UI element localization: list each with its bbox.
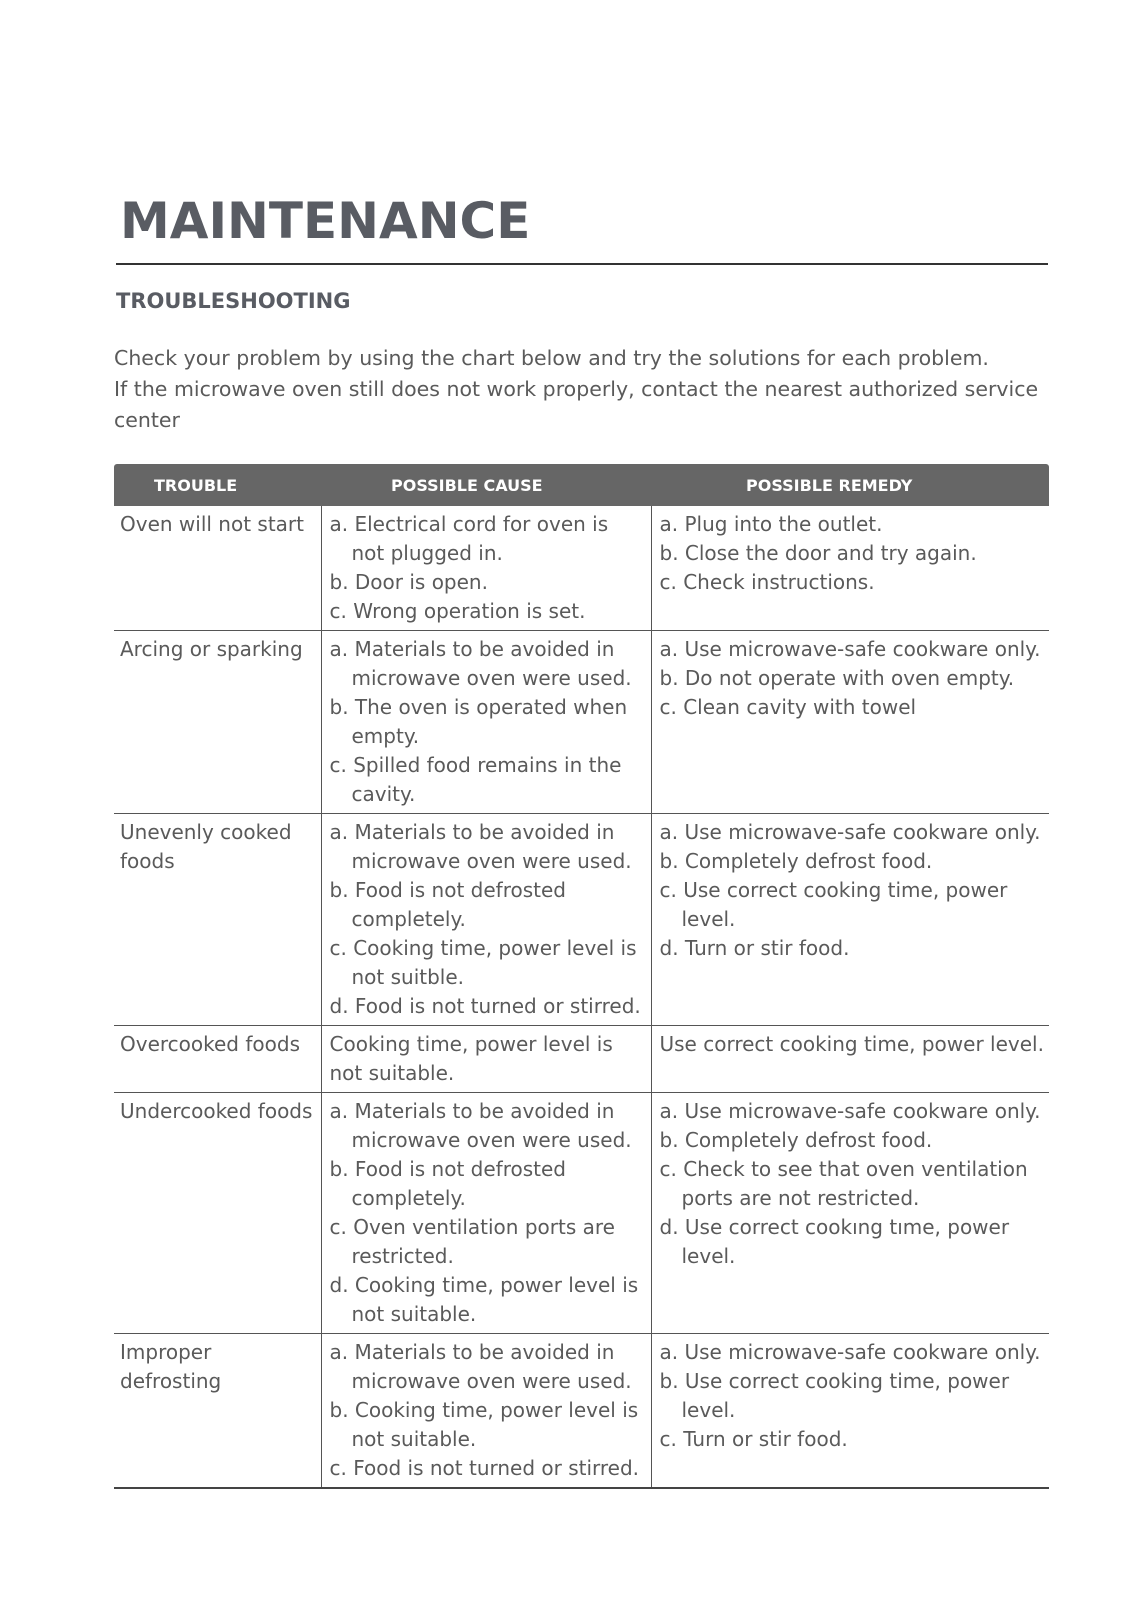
cause-item: a. Materials to be avoided in microwave oven were used. (329, 1099, 632, 1152)
troubleshooting-table (114, 464, 1049, 1489)
remedy-item: c. Check to see that oven ventilation ports are not restricted. (659, 1157, 1028, 1210)
cause-cell (321, 1026, 651, 1093)
cause-cell (321, 1093, 651, 1334)
remedy-item: d. Turn or stir food. (659, 936, 850, 960)
remedy-item: b. Completely defrost food. (659, 849, 933, 873)
cause-item: c. Spilled food remains in the cavity. (329, 753, 622, 806)
remedy-item: c. Use correct cooking time, power level. (659, 878, 1008, 931)
title-divider (116, 263, 1048, 265)
cause-item: c. Cooking time, power level is not suitble. (329, 936, 637, 989)
remedy-item: b. Close the door and try again. (659, 541, 977, 565)
trouble-cell: Oven will not start (114, 506, 321, 631)
intro-line: Check your problem by using the chart below and try the solutions for each problem. (114, 346, 989, 370)
cause-item: b. Cooking time, power level is not suitable. (329, 1398, 639, 1451)
remedy-item: d. Use correct cookıng tıme, power level. (659, 1215, 1010, 1268)
header-possible-cause: POSSIBLE CAUSE (321, 464, 651, 506)
remedy-item: b. Do not operate with oven empty. (659, 666, 1015, 690)
intro-text (114, 343, 1044, 436)
remedy-item: c. Turn or stir food. (659, 1427, 848, 1451)
table-row (114, 506, 1049, 631)
remedy-cell (651, 1026, 1049, 1093)
cause-item: a. Electrical cord for oven is not plugged in. (329, 512, 609, 565)
cause-cell (321, 631, 651, 814)
trouble-cell: Undercooked foods (114, 1093, 321, 1334)
table-row (114, 1026, 1049, 1093)
remedy-cell (651, 1093, 1049, 1334)
table-row (114, 1334, 1049, 1489)
cause-item: b. Door is open. (329, 570, 488, 594)
trouble-cell: Improper defrosting (114, 1334, 321, 1489)
page-title: MAINTENANCE (120, 192, 531, 250)
cause-cell (321, 814, 651, 1026)
remedy-item: c. Check instructions. (659, 570, 875, 594)
table-header-row (114, 464, 1049, 506)
table-row (114, 814, 1049, 1026)
remedy-item: a. Use microwave-safe cookware only. (659, 820, 1041, 844)
remedy-cell (651, 631, 1049, 814)
table-row (114, 631, 1049, 814)
cause-item: a. Materials to be avoided in microwave oven were used. (329, 637, 632, 690)
cause-item: a. Materials to be avoided in microwave oven were used. (329, 820, 632, 873)
cause-item: b. Food is not defrosted completely. (329, 878, 566, 931)
cause-item: c. Wrong operation is set. (329, 599, 586, 623)
cause-cell (321, 506, 651, 631)
table-body (114, 506, 1049, 1488)
cause-item: b. The oven is operated when empty. (329, 695, 628, 748)
header-trouble: TROUBLE (114, 464, 321, 506)
trouble-cell: Unevenly cooked foods (114, 814, 321, 1026)
remedy-item: c. Clean cavity with towel (659, 695, 917, 719)
remedy-item: a. Use microwave-safe cookware only. (659, 637, 1041, 661)
cause-item: d. Cooking time, power level is not suitable. (329, 1273, 639, 1326)
cause-item: d. Food is not turned or stirred. (329, 994, 641, 1018)
cause-item: b. Food is not defrosted completely. (329, 1157, 566, 1210)
cause-cell (321, 1334, 651, 1489)
remedy-item: b. Completely defrost food. (659, 1128, 933, 1152)
section-title: TROUBLESHOOTING (116, 289, 351, 313)
remedy-item: a. Plug into the outlet. (659, 512, 883, 536)
cause-item: a. Materials to be avoided in microwave oven were used. (329, 1340, 632, 1393)
trouble-cell: Overcooked foods (114, 1026, 321, 1093)
table-row (114, 1093, 1049, 1334)
header-possible-remedy: POSSIBLE REMEDY (651, 464, 1049, 506)
cause-item: Cooking time, power level is not suitable. (329, 1032, 613, 1085)
cause-item: c. Food is not turned or stirred. (329, 1456, 640, 1480)
cause-item: c. Oven ventilation ports are restricted. (329, 1215, 615, 1268)
remedy-item: b. Use correct cooking time, power level. (659, 1369, 1010, 1422)
trouble-cell: Arcing or sparking (114, 631, 321, 814)
remedy-cell (651, 1334, 1049, 1489)
intro-line: If the microwave oven still does not work properly, contact the nearest authorized service center (114, 377, 1039, 432)
remedy-cell (651, 814, 1049, 1026)
remedy-item: a. Use microwave-safe cookware only. (659, 1099, 1041, 1123)
remedy-cell (651, 506, 1049, 631)
remedy-item: Use correct cooking time, power level. (659, 1032, 1044, 1056)
remedy-item: a. Use microwave-safe cookware only. (659, 1340, 1041, 1364)
